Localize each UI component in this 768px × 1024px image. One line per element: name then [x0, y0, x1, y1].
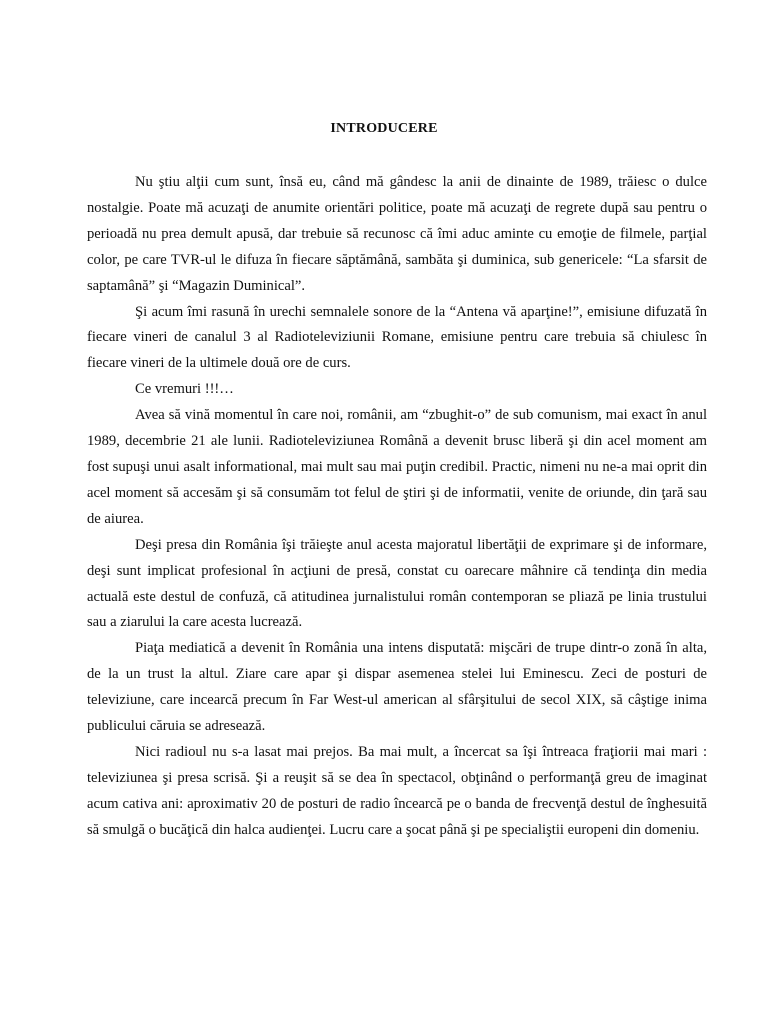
paragraph: Nu ştiu alţii cum sunt, însă eu, când mă gândesc la anii de dinainte de 1989, trăiesc o dulce nostalgie. Poate mă acuzaţi de anumite orientări politice, poate mă acuzaţi de regrete după sau pentru o perioadă nu prea demult apusă, dar trebuie să recunosc că îmi aduc aminte cu emoţie de filmele, parţial color, pe care TVR-ul le difuza în fiecare săptămână, sambăta şi duminica, sub genericele: “La sfarsit de saptamână” şi “Magazin Duminical”. — [87, 174, 707, 294]
paragraph: Deşi presa din România îşi trăieşte anul acesta majoratul libertăţii de exprimare şi de informare, deşi sunt implicat profesional în acţiuni de presă, constat cu oarecare mâhnire că tendinţa din media actuală este destul de confuză, că atitudinea jurnalistului român contemporan se pliază pe linia trustului sau a ziarului la care acesta lucrează. — [87, 536, 707, 631]
paragraph: Ce vremuri !!!… — [135, 381, 234, 398]
paragraph: Piaţa mediatică a devenit în România una intens disputată: mişcări de trupe dintr-o zonă în alta, de la un trust la altul. Ziare care apar şi dispar asemenea stelei lui Eminescu. Zeci de posturi de televiziune, care incearcă precum în Far West-ul american al sfârşitului de secol XIX, să câştige inima publicului căruia se adresează. — [87, 640, 707, 735]
paragraph: Nici radioul nu s-a lasat mai prejos. Ba mai mult, a încercat sa îşi întreaca fraţiorii mai mari : televiziunea şi presa scrisă. Şi a reuşit să se dea în spectacol, obţinând o performanţă greu de imaginat acum cativa ani: aproximativ 20 de posturi de radio încearcă pe o banda de frecvenţă destul de înghesuită să smulgă o bucăţică din halca audienţei. Lucru care a şocat până şi pe specialiştii europeni din domeniu. — [87, 743, 707, 838]
paragraph: Avea să vină momentul în care noi, românii, am “zbughit-o” de sub comunism, mai exact în anul 1989, decembrie 21 ale lunii. Radioteleviziunea Română a devenit brusc liberă şi din acel moment am fost supuşi unui asalt informational, mai mult sau mai puţin credibil. Practic, nimeni nu ne-a mai oprit din acel moment să accesăm şi să consumăm tot felul de ştiri şi de informatii, venite de oriunde, din ţară sau de aiurea. — [87, 407, 707, 527]
document-title: INTRODUCERE — [330, 121, 438, 136]
paragraph: Şi acum îmi rasună în urechi semnalele sonore de la “Antena vă aparţine!”, emisiune difuzată în fiecare vineri de canalul 3 al Radioteleviziunii Romane, emisiune pentru care trebuia să chiulesc în fiecare vineri de la ultimele două ore de curs. — [87, 303, 707, 372]
document-body — [87, 170, 707, 844]
